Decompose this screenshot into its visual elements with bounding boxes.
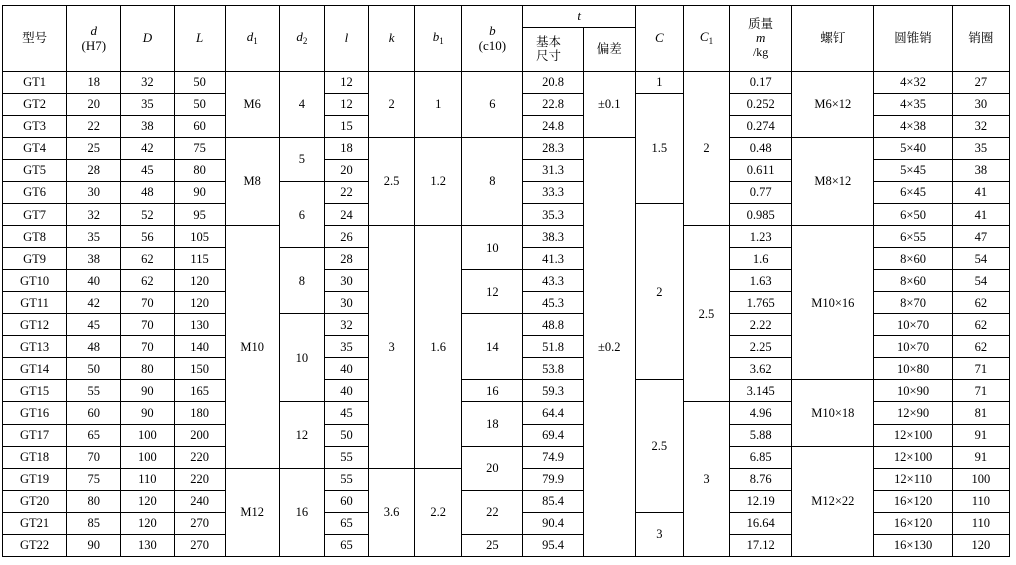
cell-C: 2.5 bbox=[635, 380, 683, 512]
cell-t-basic: 31.3 bbox=[523, 160, 583, 182]
cell-l: 30 bbox=[324, 292, 368, 314]
cell-mass: 0.611 bbox=[730, 160, 792, 182]
cell-pin-ring: 110 bbox=[952, 512, 1009, 534]
cell-d2: 10 bbox=[279, 314, 324, 402]
cell-t-basic: 35.3 bbox=[523, 204, 583, 226]
cell-b1: 2.2 bbox=[415, 468, 462, 556]
cell-taper-pin: 10×90 bbox=[874, 380, 952, 402]
cell-k: 2 bbox=[369, 72, 415, 138]
cell-l: 20 bbox=[324, 160, 368, 182]
cell-pin-ring: 62 bbox=[952, 314, 1009, 336]
cell-t-basic: 51.8 bbox=[523, 336, 583, 358]
cell-l: 35 bbox=[324, 336, 368, 358]
cell-pin-ring: 41 bbox=[952, 204, 1009, 226]
cell-d2: 12 bbox=[279, 402, 324, 468]
header-l: l bbox=[324, 6, 368, 72]
cell-screw: M10×18 bbox=[792, 380, 874, 446]
cell-b: 10 bbox=[462, 226, 523, 270]
cell-L: 50 bbox=[174, 94, 225, 116]
cell-t-basic: 45.3 bbox=[523, 292, 583, 314]
cell-b: 12 bbox=[462, 270, 523, 314]
cell-pin-ring: 100 bbox=[952, 468, 1009, 490]
cell-model: GT19 bbox=[3, 468, 67, 490]
cell-model: GT18 bbox=[3, 446, 67, 468]
cell-d: 60 bbox=[67, 402, 121, 424]
cell-C: 1 bbox=[635, 72, 683, 94]
header-t-deviation: 偏差 bbox=[583, 28, 635, 72]
cell-taper-pin: 4×38 bbox=[874, 116, 952, 138]
cell-taper-pin: 10×70 bbox=[874, 314, 952, 336]
cell-t-basic: 33.3 bbox=[523, 182, 583, 204]
cell-taper-pin: 10×70 bbox=[874, 336, 952, 358]
cell-d: 45 bbox=[67, 314, 121, 336]
cell-t-deviation: ±0.2 bbox=[583, 138, 635, 557]
cell-pin-ring: 41 bbox=[952, 182, 1009, 204]
cell-model: GT10 bbox=[3, 270, 67, 292]
header-t: t bbox=[523, 6, 635, 28]
cell-C: 1.5 bbox=[635, 94, 683, 204]
cell-mass: 0.252 bbox=[730, 94, 792, 116]
cell-model: GT5 bbox=[3, 160, 67, 182]
cell-mass: 3.62 bbox=[730, 358, 792, 380]
header-D: D bbox=[121, 6, 174, 72]
cell-d: 90 bbox=[67, 534, 121, 556]
cell-L: 180 bbox=[174, 402, 225, 424]
cell-taper-pin: 12×100 bbox=[874, 424, 952, 446]
cell-D: 110 bbox=[121, 468, 174, 490]
cell-D: 80 bbox=[121, 358, 174, 380]
cell-D: 56 bbox=[121, 226, 174, 248]
cell-L: 270 bbox=[174, 512, 225, 534]
header-b1: $b_1$ bbox=[415, 6, 462, 72]
cell-d2: 6 bbox=[279, 182, 324, 248]
header-model: 型号 bbox=[3, 6, 67, 72]
cell-l: 18 bbox=[324, 138, 368, 160]
cell-L: 150 bbox=[174, 358, 225, 380]
cell-b: 14 bbox=[462, 314, 523, 380]
cell-mass: 12.19 bbox=[730, 490, 792, 512]
cell-pin-ring: 27 bbox=[952, 72, 1009, 94]
cell-pin-ring: 62 bbox=[952, 336, 1009, 358]
cell-d1: M6 bbox=[225, 72, 279, 138]
cell-mass: 0.77 bbox=[730, 182, 792, 204]
header-pin-ring: 销圈 bbox=[952, 6, 1009, 72]
cell-D: 48 bbox=[121, 182, 174, 204]
header-C1: $C_1$ bbox=[683, 6, 729, 72]
cell-mass: 2.25 bbox=[730, 336, 792, 358]
cell-L: 270 bbox=[174, 534, 225, 556]
cell-D: 100 bbox=[121, 446, 174, 468]
cell-L: 200 bbox=[174, 424, 225, 446]
cell-d: 25 bbox=[67, 138, 121, 160]
cell-d: 40 bbox=[67, 270, 121, 292]
cell-L: 220 bbox=[174, 468, 225, 490]
cell-pin-ring: 91 bbox=[952, 424, 1009, 446]
cell-d1: M8 bbox=[225, 138, 279, 226]
cell-D: 32 bbox=[121, 72, 174, 94]
cell-model: GT13 bbox=[3, 336, 67, 358]
table-row bbox=[3, 226, 1010, 248]
cell-L: 95 bbox=[174, 204, 225, 226]
table-row bbox=[3, 380, 1010, 402]
cell-pin-ring: 71 bbox=[952, 358, 1009, 380]
cell-model: GT11 bbox=[3, 292, 67, 314]
cell-L: 60 bbox=[174, 116, 225, 138]
cell-taper-pin: 4×32 bbox=[874, 72, 952, 94]
cell-d: 20 bbox=[67, 94, 121, 116]
cell-mass: 17.12 bbox=[730, 534, 792, 556]
cell-L: 120 bbox=[174, 270, 225, 292]
cell-mass: 2.22 bbox=[730, 314, 792, 336]
cell-mass: 1.765 bbox=[730, 292, 792, 314]
cell-taper-pin: 8×60 bbox=[874, 248, 952, 270]
cell-screw: M10×16 bbox=[792, 226, 874, 380]
cell-l: 32 bbox=[324, 314, 368, 336]
cell-D: 70 bbox=[121, 336, 174, 358]
cell-d: 80 bbox=[67, 490, 121, 512]
cell-pin-ring: 120 bbox=[952, 534, 1009, 556]
cell-t-basic: 48.8 bbox=[523, 314, 583, 336]
cell-L: 140 bbox=[174, 336, 225, 358]
cell-D: 70 bbox=[121, 314, 174, 336]
cell-pin-ring: 110 bbox=[952, 490, 1009, 512]
cell-l: 50 bbox=[324, 424, 368, 446]
cell-pin-ring: 47 bbox=[952, 226, 1009, 248]
cell-D: 90 bbox=[121, 380, 174, 402]
cell-d1: M12 bbox=[225, 468, 279, 556]
cell-b: 16 bbox=[462, 380, 523, 402]
cell-taper-pin: 4×35 bbox=[874, 94, 952, 116]
cell-pin-ring: 54 bbox=[952, 248, 1009, 270]
cell-d: 18 bbox=[67, 72, 121, 94]
cell-l: 65 bbox=[324, 534, 368, 556]
cell-l: 12 bbox=[324, 94, 368, 116]
cell-l: 22 bbox=[324, 182, 368, 204]
spec-table bbox=[2, 5, 1010, 557]
cell-L: 50 bbox=[174, 72, 225, 94]
cell-D: 62 bbox=[121, 248, 174, 270]
cell-l: 45 bbox=[324, 402, 368, 424]
cell-pin-ring: 71 bbox=[952, 380, 1009, 402]
cell-pin-ring: 81 bbox=[952, 402, 1009, 424]
cell-t-basic: 64.4 bbox=[523, 402, 583, 424]
cell-pin-ring: 38 bbox=[952, 160, 1009, 182]
cell-l: 40 bbox=[324, 358, 368, 380]
cell-pin-ring: 62 bbox=[952, 292, 1009, 314]
cell-mass: 0.48 bbox=[730, 138, 792, 160]
cell-b: 22 bbox=[462, 490, 523, 534]
header-t-basic: 基本尺寸 bbox=[523, 28, 583, 72]
cell-model: GT22 bbox=[3, 534, 67, 556]
cell-pin-ring: 91 bbox=[952, 446, 1009, 468]
cell-D: 90 bbox=[121, 402, 174, 424]
cell-l: 12 bbox=[324, 72, 368, 94]
cell-l: 26 bbox=[324, 226, 368, 248]
cell-b1: 1 bbox=[415, 72, 462, 138]
cell-mass: 0.274 bbox=[730, 116, 792, 138]
cell-C1: 3 bbox=[683, 402, 729, 557]
cell-L: 80 bbox=[174, 160, 225, 182]
cell-D: 100 bbox=[121, 424, 174, 446]
cell-L: 105 bbox=[174, 226, 225, 248]
cell-L: 165 bbox=[174, 380, 225, 402]
cell-d2: 16 bbox=[279, 468, 324, 556]
cell-t-basic: 38.3 bbox=[523, 226, 583, 248]
cell-model: GT9 bbox=[3, 248, 67, 270]
cell-l: 55 bbox=[324, 446, 368, 468]
table-row bbox=[3, 446, 1010, 468]
cell-t-basic: 90.4 bbox=[523, 512, 583, 534]
cell-d: 85 bbox=[67, 512, 121, 534]
cell-t-basic: 41.3 bbox=[523, 248, 583, 270]
cell-b: 6 bbox=[462, 72, 523, 138]
cell-screw: M12×22 bbox=[792, 446, 874, 556]
cell-screw: M8×12 bbox=[792, 138, 874, 226]
cell-l: 65 bbox=[324, 512, 368, 534]
cell-mass: 0.17 bbox=[730, 72, 792, 94]
cell-C: 3 bbox=[635, 512, 683, 556]
cell-t-basic: 79.9 bbox=[523, 468, 583, 490]
cell-taper-pin: 10×80 bbox=[874, 358, 952, 380]
cell-l: 40 bbox=[324, 380, 368, 402]
cell-t-basic: 28.3 bbox=[523, 138, 583, 160]
cell-l: 60 bbox=[324, 490, 368, 512]
cell-taper-pin: 12×110 bbox=[874, 468, 952, 490]
cell-mass: 1.63 bbox=[730, 270, 792, 292]
cell-t-basic: 74.9 bbox=[523, 446, 583, 468]
cell-L: 240 bbox=[174, 490, 225, 512]
cell-t-deviation: ±0.1 bbox=[583, 72, 635, 138]
cell-taper-pin: 16×120 bbox=[874, 490, 952, 512]
cell-D: 120 bbox=[121, 512, 174, 534]
cell-pin-ring: 35 bbox=[952, 138, 1009, 160]
cell-d2: 8 bbox=[279, 248, 324, 314]
cell-model: GT12 bbox=[3, 314, 67, 336]
cell-L: 130 bbox=[174, 314, 225, 336]
cell-D: 62 bbox=[121, 270, 174, 292]
cell-taper-pin: 6×45 bbox=[874, 182, 952, 204]
cell-mass: 3.145 bbox=[730, 380, 792, 402]
cell-mass: 1.23 bbox=[730, 226, 792, 248]
cell-D: 130 bbox=[121, 534, 174, 556]
cell-d2: 5 bbox=[279, 138, 324, 182]
cell-d: 28 bbox=[67, 160, 121, 182]
cell-pin-ring: 30 bbox=[952, 94, 1009, 116]
cell-D: 70 bbox=[121, 292, 174, 314]
cell-taper-pin: 6×55 bbox=[874, 226, 952, 248]
cell-taper-pin: 16×120 bbox=[874, 512, 952, 534]
cell-b: 25 bbox=[462, 534, 523, 556]
cell-l: 30 bbox=[324, 270, 368, 292]
cell-L: 220 bbox=[174, 446, 225, 468]
cell-mass: 1.6 bbox=[730, 248, 792, 270]
cell-D: 42 bbox=[121, 138, 174, 160]
cell-b1: 1.2 bbox=[415, 138, 462, 226]
header-taper-pin: 圆锥销 bbox=[874, 6, 952, 72]
cell-b: 8 bbox=[462, 138, 523, 226]
cell-l: 28 bbox=[324, 248, 368, 270]
cell-taper-pin: 5×40 bbox=[874, 138, 952, 160]
cell-d: 70 bbox=[67, 446, 121, 468]
cell-b: 20 bbox=[462, 446, 523, 490]
cell-d: 22 bbox=[67, 116, 121, 138]
cell-model: GT21 bbox=[3, 512, 67, 534]
cell-L: 75 bbox=[174, 138, 225, 160]
cell-k: 2.5 bbox=[369, 138, 415, 226]
header-mass: 质量 m /kg bbox=[730, 6, 792, 72]
header-screw: 螺钉 bbox=[792, 6, 874, 72]
cell-model: GT2 bbox=[3, 94, 67, 116]
cell-d1: M10 bbox=[225, 226, 279, 468]
header-d: d (H7) bbox=[67, 6, 121, 72]
header-b: b (c10) bbox=[462, 6, 523, 72]
cell-d: 42 bbox=[67, 292, 121, 314]
spec-table-body bbox=[3, 72, 1010, 557]
cell-d: 75 bbox=[67, 468, 121, 490]
cell-C1: 2 bbox=[683, 72, 729, 226]
cell-t-basic: 20.8 bbox=[523, 72, 583, 94]
cell-d: 35 bbox=[67, 226, 121, 248]
cell-l: 24 bbox=[324, 204, 368, 226]
cell-model: GT20 bbox=[3, 490, 67, 512]
cell-t-basic: 95.4 bbox=[523, 534, 583, 556]
header-d1: $d_1$ bbox=[225, 6, 279, 72]
cell-k: 3.6 bbox=[369, 468, 415, 556]
cell-model: GT17 bbox=[3, 424, 67, 446]
cell-taper-pin: 5×45 bbox=[874, 160, 952, 182]
cell-d: 65 bbox=[67, 424, 121, 446]
cell-d: 38 bbox=[67, 248, 121, 270]
cell-mass: 16.64 bbox=[730, 512, 792, 534]
table-row bbox=[3, 72, 1010, 94]
table-row bbox=[3, 138, 1010, 160]
header-L: L bbox=[174, 6, 225, 72]
cell-d: 30 bbox=[67, 182, 121, 204]
cell-d: 55 bbox=[67, 380, 121, 402]
cell-model: GT6 bbox=[3, 182, 67, 204]
cell-taper-pin: 8×70 bbox=[874, 292, 952, 314]
cell-D: 52 bbox=[121, 204, 174, 226]
cell-b: 18 bbox=[462, 402, 523, 446]
cell-D: 45 bbox=[121, 160, 174, 182]
cell-k: 3 bbox=[369, 226, 415, 468]
cell-taper-pin: 12×100 bbox=[874, 446, 952, 468]
cell-l: 55 bbox=[324, 468, 368, 490]
cell-mass: 8.76 bbox=[730, 468, 792, 490]
cell-taper-pin: 12×90 bbox=[874, 402, 952, 424]
cell-t-basic: 43.3 bbox=[523, 270, 583, 292]
cell-pin-ring: 54 bbox=[952, 270, 1009, 292]
header-k: k bbox=[369, 6, 415, 72]
cell-d: 50 bbox=[67, 358, 121, 380]
cell-D: 38 bbox=[121, 116, 174, 138]
cell-pin-ring: 32 bbox=[952, 116, 1009, 138]
cell-t-basic: 85.4 bbox=[523, 490, 583, 512]
header-C: C bbox=[635, 6, 683, 72]
cell-C: 2 bbox=[635, 204, 683, 380]
cell-model: GT8 bbox=[3, 226, 67, 248]
cell-b1: 1.6 bbox=[415, 226, 462, 468]
cell-taper-pin: 16×130 bbox=[874, 534, 952, 556]
cell-model: GT7 bbox=[3, 204, 67, 226]
cell-mass: 0.985 bbox=[730, 204, 792, 226]
cell-D: 120 bbox=[121, 490, 174, 512]
cell-taper-pin: 6×50 bbox=[874, 204, 952, 226]
cell-t-basic: 22.8 bbox=[523, 94, 583, 116]
cell-model: GT1 bbox=[3, 72, 67, 94]
cell-C1: 2.5 bbox=[683, 226, 729, 402]
cell-t-basic: 53.8 bbox=[523, 358, 583, 380]
cell-mass: 6.85 bbox=[730, 446, 792, 468]
cell-model: GT15 bbox=[3, 380, 67, 402]
cell-d2: 4 bbox=[279, 72, 324, 138]
cell-model: GT14 bbox=[3, 358, 67, 380]
cell-l: 15 bbox=[324, 116, 368, 138]
cell-mass: 5.88 bbox=[730, 424, 792, 446]
cell-screw: M6×12 bbox=[792, 72, 874, 138]
header-d2: $d_2$ bbox=[279, 6, 324, 72]
cell-model: GT4 bbox=[3, 138, 67, 160]
cell-L: 120 bbox=[174, 292, 225, 314]
cell-L: 90 bbox=[174, 182, 225, 204]
cell-model: GT16 bbox=[3, 402, 67, 424]
cell-d: 32 bbox=[67, 204, 121, 226]
cell-D: 35 bbox=[121, 94, 174, 116]
cell-t-basic: 69.4 bbox=[523, 424, 583, 446]
cell-model: GT3 bbox=[3, 116, 67, 138]
cell-L: 115 bbox=[174, 248, 225, 270]
cell-d: 48 bbox=[67, 336, 121, 358]
cell-mass: 4.96 bbox=[730, 402, 792, 424]
cell-taper-pin: 8×60 bbox=[874, 270, 952, 292]
cell-t-basic: 24.8 bbox=[523, 116, 583, 138]
cell-t-basic: 59.3 bbox=[523, 380, 583, 402]
